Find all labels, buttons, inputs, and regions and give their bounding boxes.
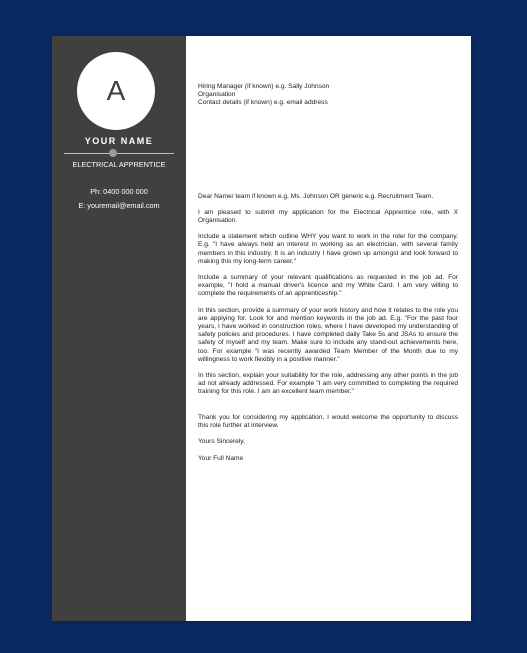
applicant-phone: Ph: 0400 000 000 — [90, 187, 148, 196]
recipient-block — [198, 83, 458, 108]
avatar — [77, 52, 155, 130]
signature: Your Full Name — [198, 455, 244, 463]
recipient-line: Contact details (if known) e.g. email address — [198, 99, 328, 107]
letter-body — [198, 83, 458, 472]
cover-letter-page — [52, 36, 471, 621]
salutation: Dear Name/ team if known e.g. Ms. Johnson OR generic e.g. Recruitment Team. — [198, 192, 434, 200]
letter-paragraph: Include a summary of your relevant qualifications as requested in the job ad. For example, "I hold a manual driver's licence and my White Card. I am very willing to complete the requirements of an apprenticeship." — [198, 274, 458, 298]
recipient-line: Organisation — [198, 91, 236, 99]
applicant-name: YOUR NAME — [84, 136, 154, 146]
divider-dot-icon — [109, 149, 117, 157]
applicant-role: ELECTRICAL APPRENTICE — [72, 160, 166, 169]
applicant-email: E: youremail@email.com — [78, 201, 160, 210]
letter-paragraph: In this section, explain your suitability for the role, addressing any other points in the job ad not already addressed. For example "I am very committed to completing the required training for this role. I am an excellent team member." — [198, 372, 458, 396]
letter-paragraph: In this section, provide a summary of your work history and how it relates to the role you are applying for. Look for and mention keywords in the job ad. E.g. "For the past four years, I have worked in construction roles, where I have developed my understanding of safety policies and procedures. I have completed daily Take 5s and JSAs to ensure the safety of myself and my team. Make sure to include any stand-out achievements here, too. For example "I was recently awarded Team Member of the Month due to my willingness to work flexibly in a positive manner." — [198, 306, 458, 363]
sidebar — [52, 36, 186, 621]
letter-paragraph: Include a statement which outline WHY you want to work in the role/ for the company. E.g. "I have always held an interest in working as an electrician, with several family members in this industry. It is an industry I have grown up amongst and look forward to making this my long-term career." — [198, 233, 458, 265]
signoff: Yours Sincerely, — [198, 438, 245, 446]
avatar-initial: A — [106, 75, 126, 106]
letter-paragraph: Thank you for considering my application. I would welcome the opportunity to discuss this role further at interview. — [198, 413, 458, 429]
divider — [64, 153, 174, 154]
recipient-line: Hiring Manager (if known) e.g. Sally Johnson — [198, 83, 330, 90]
letter-paragraph: I am pleased to submit my application for the Electrical Apprentice role, with X Organisation. — [198, 208, 458, 225]
